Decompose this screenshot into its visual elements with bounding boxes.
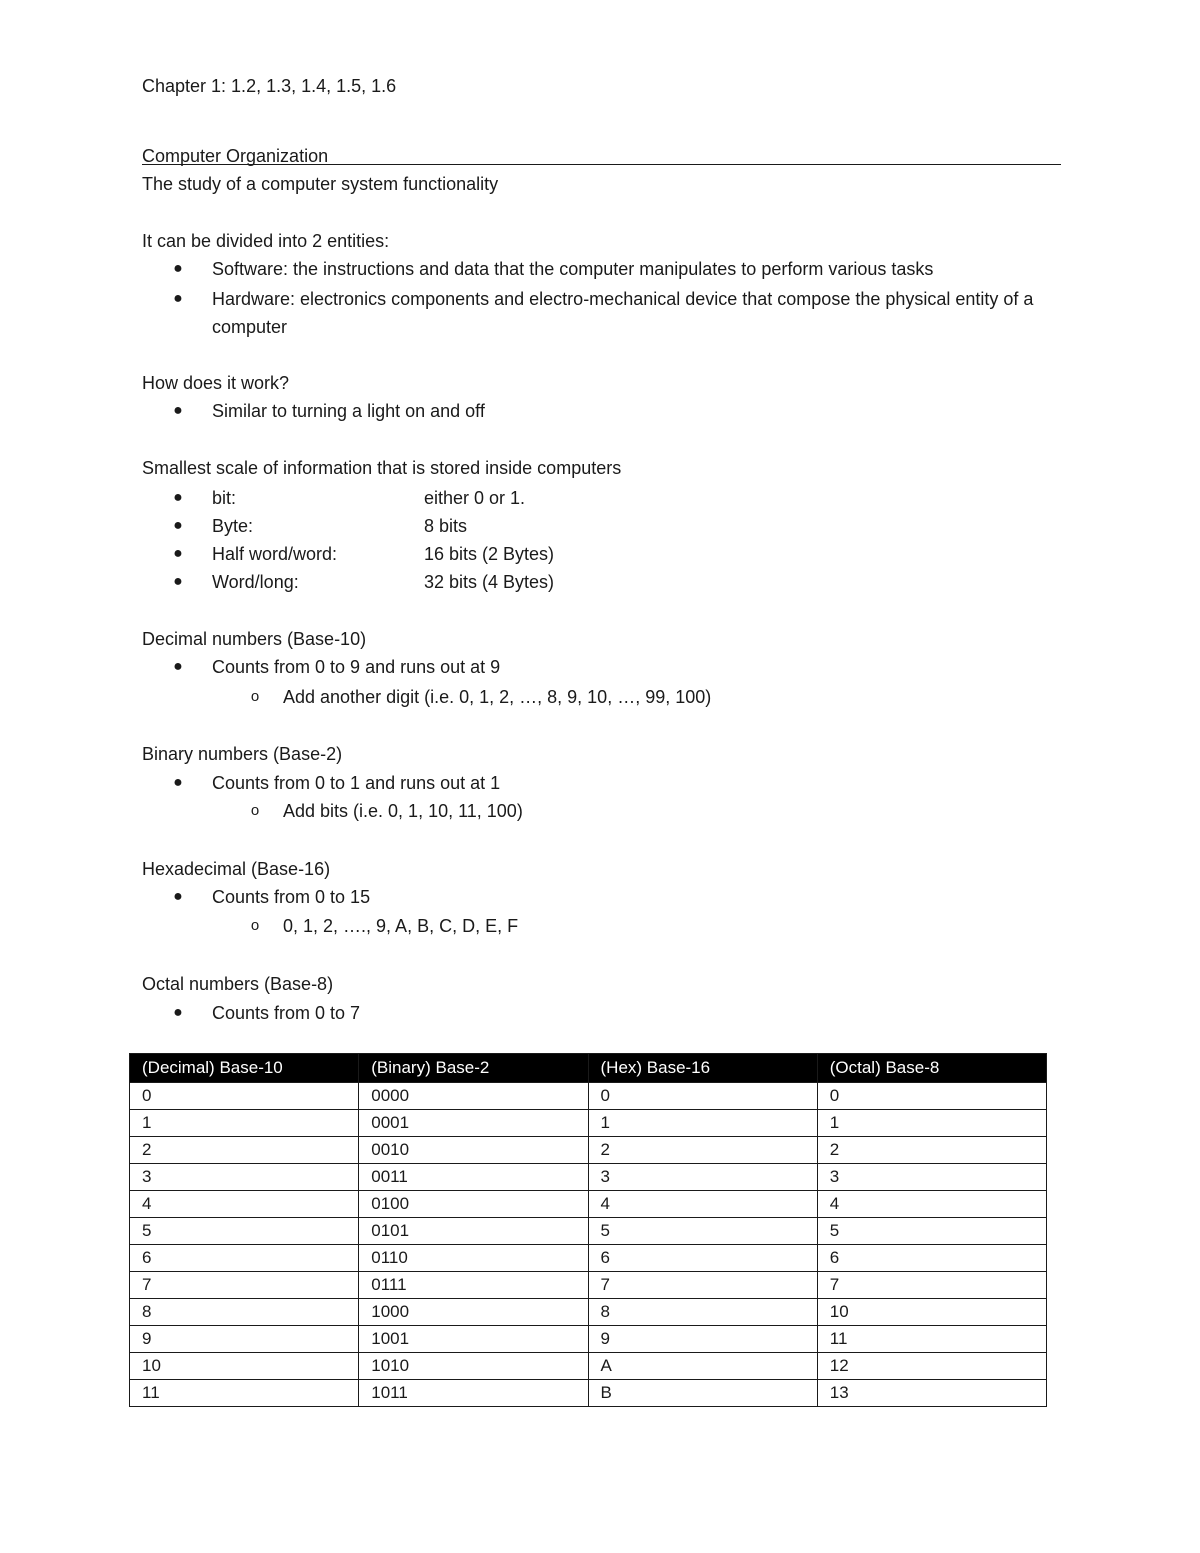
table-row — [130, 1218, 1047, 1245]
cell-decimal: 0 — [130, 1083, 359, 1110]
cell-decimal: 5 — [130, 1218, 359, 1245]
hex-item: Counts from 0 to 15 — [212, 887, 371, 907]
entity-hardware: Hardware: electronics components and electro-mechanical device that compose the physical entity of a computer — [212, 289, 1034, 337]
bullet-icon: ● — [173, 517, 183, 534]
how-item: Similar to turning a light on and off — [212, 401, 485, 421]
table-row — [130, 1164, 1047, 1191]
cell-decimal: 6 — [130, 1245, 359, 1272]
cell-hex: B — [588, 1380, 817, 1407]
binary-item: Counts from 0 to 1 and runs out at 1 — [212, 773, 501, 793]
cell-decimal: 9 — [130, 1326, 359, 1353]
cell-hex: 8 — [588, 1299, 817, 1326]
hex-sub-item: 0, 1, 2, …., 9, A, B, C, D, E, F — [283, 916, 519, 936]
bullet-icon: ● — [173, 888, 183, 905]
cell-octal: 13 — [817, 1380, 1046, 1407]
cell-hex: 0 — [588, 1083, 817, 1110]
sub-bullet-icon: o — [250, 688, 260, 705]
cell-hex: 5 — [588, 1218, 817, 1245]
cell-decimal: 1 — [130, 1110, 359, 1137]
table-row — [130, 1380, 1047, 1407]
table-row — [130, 1110, 1047, 1137]
cell-binary: 1000 — [359, 1299, 588, 1326]
cell-octal: 7 — [817, 1272, 1046, 1299]
scale-value: 8 bits — [424, 516, 468, 536]
scale-term: Half word/word: — [212, 544, 338, 564]
table-body — [130, 1083, 1047, 1407]
bullet-icon: ● — [173, 573, 183, 590]
bullet-icon: ● — [173, 290, 183, 307]
cell-octal: 10 — [817, 1299, 1046, 1326]
cell-octal: 2 — [817, 1137, 1046, 1164]
octal-item: Counts from 0 to 7 — [212, 1003, 361, 1023]
table-row — [130, 1326, 1047, 1353]
cell-decimal: 7 — [130, 1272, 359, 1299]
bullet-icon: ● — [173, 545, 183, 562]
cell-hex: 6 — [588, 1245, 817, 1272]
cell-binary: 0111 — [359, 1272, 588, 1299]
cell-octal: 1 — [817, 1110, 1046, 1137]
decimal-item: Counts from 0 to 9 and runs out at 9 — [212, 657, 501, 677]
cell-decimal: 3 — [130, 1164, 359, 1191]
hex-heading: Hexadecimal (Base-16) — [142, 859, 331, 879]
cell-binary: 0000 — [359, 1083, 588, 1110]
section-title: Computer Organization — [142, 146, 329, 166]
cell-octal: 5 — [817, 1218, 1046, 1245]
entities-intro: It can be divided into 2 entities: — [142, 231, 390, 251]
cell-decimal: 11 — [130, 1380, 359, 1407]
sub-bullet-icon: o — [250, 917, 260, 934]
table-row — [130, 1272, 1047, 1299]
scale-value: 16 bits (2 Bytes) — [424, 544, 555, 564]
bullet-icon: ● — [173, 1004, 183, 1021]
cell-hex: 2 — [588, 1137, 817, 1164]
chapter-heading: Chapter 1: 1.2, 1.3, 1.4, 1.5, 1.6 — [142, 76, 397, 96]
scale-term: Word/long: — [212, 572, 299, 592]
cell-hex: 7 — [588, 1272, 817, 1299]
cell-decimal: 4 — [130, 1191, 359, 1218]
cell-binary: 0011 — [359, 1164, 588, 1191]
scale-value: 32 bits (4 Bytes) — [424, 572, 555, 592]
cell-hex: 4 — [588, 1191, 817, 1218]
cell-binary: 0101 — [359, 1218, 588, 1245]
binary-sub-item: Add bits (i.e. 0, 1, 10, 11, 100) — [283, 801, 523, 821]
cell-hex: A — [588, 1353, 817, 1380]
how-heading: How does it work? — [142, 373, 290, 393]
base-conversion-table — [129, 1053, 1047, 1407]
cell-binary: 1001 — [359, 1326, 588, 1353]
table-row — [130, 1299, 1047, 1326]
scale-heading: Smallest scale of information that is stored inside computers — [142, 458, 622, 478]
table-row — [130, 1137, 1047, 1164]
header-hex: (Hex) Base-16 — [588, 1054, 817, 1083]
scale-term: bit: — [212, 488, 237, 508]
cell-binary: 0001 — [359, 1110, 588, 1137]
octal-heading: Octal numbers (Base-8) — [142, 974, 334, 994]
scale-term: Byte: — [212, 516, 254, 536]
decimal-heading: Decimal numbers (Base-10) — [142, 629, 367, 649]
cell-binary: 0110 — [359, 1245, 588, 1272]
table-row — [130, 1353, 1047, 1380]
sub-bullet-icon: o — [250, 802, 260, 819]
section-title-underline — [142, 164, 1061, 165]
cell-hex: 3 — [588, 1164, 817, 1191]
cell-binary: 0010 — [359, 1137, 588, 1164]
bullet-icon: ● — [173, 658, 183, 675]
header-decimal: (Decimal) Base-10 — [130, 1054, 359, 1083]
cell-octal: 3 — [817, 1164, 1046, 1191]
section-definition: The study of a computer system functionality — [142, 174, 499, 194]
entity-software: Software: the instructions and data that the computer manipulates to perform various tasks — [212, 259, 934, 279]
bullet-icon: ● — [173, 774, 183, 791]
cell-octal: 11 — [817, 1326, 1046, 1353]
table-row — [130, 1245, 1047, 1272]
table-row — [130, 1191, 1047, 1218]
cell-hex: 9 — [588, 1326, 817, 1353]
cell-octal: 4 — [817, 1191, 1046, 1218]
cell-binary: 1010 — [359, 1353, 588, 1380]
header-octal: (Octal) Base-8 — [817, 1054, 1046, 1083]
cell-octal: 12 — [817, 1353, 1046, 1380]
cell-octal: 0 — [817, 1083, 1046, 1110]
cell-decimal: 8 — [130, 1299, 359, 1326]
bullet-icon: ● — [173, 402, 183, 419]
cell-binary: 0100 — [359, 1191, 588, 1218]
binary-heading: Binary numbers (Base-2) — [142, 744, 343, 764]
cell-decimal: 2 — [130, 1137, 359, 1164]
bullet-icon: ● — [173, 489, 183, 506]
table-header-row — [130, 1054, 1047, 1083]
cell-binary: 1011 — [359, 1380, 588, 1407]
cell-decimal: 10 — [130, 1353, 359, 1380]
scale-value: either 0 or 1. — [424, 488, 526, 508]
cell-octal: 6 — [817, 1245, 1046, 1272]
table-row — [130, 1083, 1047, 1110]
cell-hex: 1 — [588, 1110, 817, 1137]
header-binary: (Binary) Base-2 — [359, 1054, 588, 1083]
decimal-sub-item: Add another digit (i.e. 0, 1, 2, …, 8, 9, 10, …, 99, 100) — [283, 687, 712, 707]
bullet-icon: ● — [173, 260, 183, 277]
